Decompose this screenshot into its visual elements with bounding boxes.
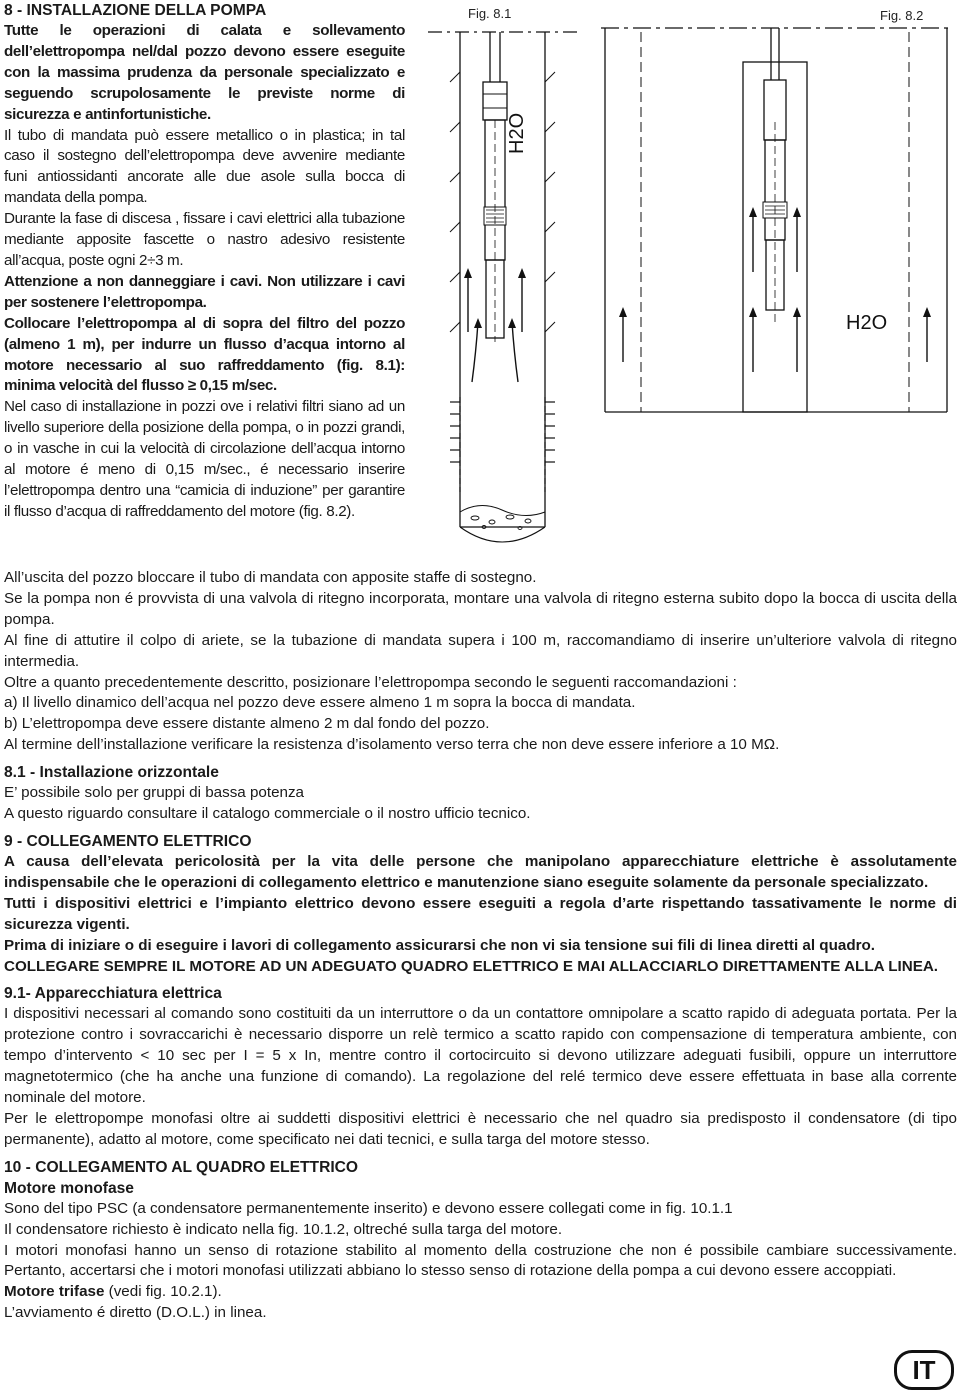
motore-trifase-reference: (vedi fig. 10.2.1). — [104, 1283, 222, 1301]
section-9-paragraph-2: Tutti i dispositivi elettrici e l’impianto elettrico devono essere eseguiti a regola d’arte rispettando tassativamente le norme di sicurezza vigenti. — [4, 894, 957, 933]
motore-trifase-line — [4, 1282, 957, 1303]
section-9-paragraph-4: COLLEGARE SEMPRE IL MOTORE AD UN ADEGUATO QUADRO ELETTRICO E MAI ALLACCIARLO DIRETTAMENTE ALLA LINEA. — [4, 957, 939, 975]
fig-8-1-diagram — [420, 22, 585, 552]
section-8-1-line-2: A questo riguardo consultare il catalogo commerciale o il nostro ufficio tecnico. — [4, 805, 531, 823]
section-10-paragraph-3: I motori monofasi hanno un senso di rotazione stabilito al momento della costruzione che non é possibile cambiare successivamente. Pertanto, accertarsi che i motori monofasi utilizzati abbiano lo stesso senso di rotazione della pompa a cui devono essere accoppiati. — [4, 1241, 957, 1280]
fig-8-2-diagram — [595, 22, 957, 422]
paragraph-discesa: Durante la fase di discesa , fissare i cavi elettrici alla tubazione mediante apposite fascette o nastro adesivo resistente all’acqua, poste ogni 2÷3 m. — [4, 210, 405, 269]
section-8-intro: Tutte le operazioni di calata e sollevamento dell’elettropompa nel/dal pozzo devono essere eseguite con la massima prudenza da personale specializzato e seguendo scrupolosamente le previste norme di sicurezza e antinfortunistiche. — [4, 22, 405, 123]
paragraph-oltre: Oltre a quanto precedentemente descritto, posizionare l’elettropompa secondo le seguenti raccomandazioni : — [4, 673, 737, 691]
section-10-paragraph-4: L’avviamento é diretto (D.O.L.) in linea. — [4, 1304, 267, 1322]
paragraph-collocare: Collocare l’elettropompa al di sopra del filtro del pozzo (almeno 1 m), per indurre un flusso d’acqua intorno al motore necessario al suo raffreddamento (fig. 8.1): minima velocità del flusso ≥ 0,15 m/sec. — [4, 314, 405, 395]
list-item-a: a) Il livello dinamico dell’acqua nel pozzo deve essere almeno 1 m sopra la bocca di mandata. — [4, 694, 636, 712]
section-8-column — [4, 0, 405, 523]
section-9-title: 9 - COLLEGAMENTO ELETTRICO — [4, 832, 252, 850]
section-8-continued — [4, 568, 957, 1324]
fig-8-2-label: Fig. 8.2 — [880, 8, 924, 23]
fig-8-2-water-label: H2O — [846, 312, 888, 334]
paragraph-nel-caso: Nel caso di installazione in pozzi ove i relativi filtri siano ad un livello superiore della posizione della pompa, o in pozzi grandi, o in vasche in cui la velocità di circolazione dell’acqua intorno al motore é meno di 0,15 m/sec., é necessario inserire l’elettropompa dentro una “camicia di induzione” per garantire il flusso d’acqua di raffreddamento del motore (fig. 8.2). — [4, 398, 405, 520]
paragraph-uscita: All’uscita del pozzo bloccare il tubo di mandata con apposite staffe di sostegno. — [4, 569, 537, 586]
section-9-paragraph-1: A causa dell’elevata pericolosità per la vita delle persone che manipolano apparecchiature elettriche è assolutamente indispensabile che le operazioni di collegamento elettrico e manutenzione siano eseguite solamente da personale specializzato. — [4, 852, 957, 891]
section-9-paragraph-3: Prima di iniziare o di eseguire i lavori di collegamento assicurarsi che non vi sia tensione sui fili di linea diretti al quadro. — [4, 936, 875, 954]
motore-monofase-heading: Motore monofase — [4, 1179, 134, 1197]
section-9-1-paragraph-2: Per le elettropompe monofasi oltre ai suddetti dispositivi elettrici è necessario che nel quadro sia predisposto il condensatore (di tipo permanente), adatto al motore, come specificato nei dati tecnici, e sulla targa del motore stesso. — [4, 1109, 957, 1148]
section-10-paragraph-1: Sono del tipo PSC (a condensatore permanentemente inserito) e devono essere collegati come in fig. 10.1.1 — [4, 1199, 733, 1217]
fig-8-1-label: Fig. 8.1 — [468, 6, 512, 21]
list-item-b: b) L’elettropompa deve essere distante almeno 2 m dal fondo del pozzo. — [4, 715, 490, 733]
section-10-paragraph-2: Il condensatore richiesto è indicato nella fig. 10.1.2, oltreché sulla targa del motore. — [4, 1220, 563, 1238]
section-9-1-paragraph-1: I dispositivi necessari al comando sono costituiti da un interruttore o da un contattore omnipolare a scatto rapido di adeguata portata. Per la protezione contro i sovraccarichi è necessario disporre un relè termico a scatto rapido con compensazione di temperatura ambiente, con tempo d’intervento < 10 sec per I = 5 x In, mentre contro il cortocircuito si devono utilizzare adeguati fusibili, oppure un interruttore magnetotermico (che ha anche una funzione di comando). La regolazione del relé termico deve essere effettuata in base alla corrente nominale del motore. — [4, 1005, 957, 1107]
motore-trifase-heading: Motore trifase — [4, 1283, 105, 1301]
paragraph-tubo: Il tubo di mandata può essere metallico o in plastica; in tal caso il sostegno dell’elettropompa deve avvenire mediante funi antiossidanti ancorate alle due asole sulla bocca di mandata della pompa. — [4, 126, 405, 207]
paragraph-colpo-ariete: Al fine di attutire il colpo di ariete, se la tubazione di mandata supera i 100 m, raccomandiamo di inserire un’ulteriore valvola di ritegno intermedia. — [4, 631, 957, 670]
language-badge: IT — [894, 1350, 954, 1390]
fig-8-1-water-label: H2O — [506, 112, 528, 154]
section-8-1-line-1: E’ possibile solo per gruppi di bassa potenza — [4, 784, 304, 802]
paragraph-attenzione: Attenzione a non danneggiare i cavi. Non utilizzare i cavi per sostenere l’elettropompa. — [4, 272, 405, 311]
section-10-title: 10 - COLLEGAMENTO AL QUADRO ELETTRICO — [4, 1158, 359, 1176]
section-8-title: 8 - INSTALLAZIONE DELLA POMPA — [4, 2, 267, 19]
section-8-1-title: 8.1 - Installazione orizzontale — [4, 764, 219, 782]
paragraph-valvola: Se la pompa non é provvista di una valvola di ritegno incorporata, montare una valvola di ritegno esterna subito dopo la bocca di uscita della pompa. — [4, 589, 957, 628]
paragraph-termine: Al termine dell’installazione verificare la resistenza d’isolamento verso terra che non deve essere inferiore a 10 MΩ. — [4, 736, 780, 754]
section-9-1-title: 9.1- Apparecchiatura elettrica — [4, 985, 222, 1003]
